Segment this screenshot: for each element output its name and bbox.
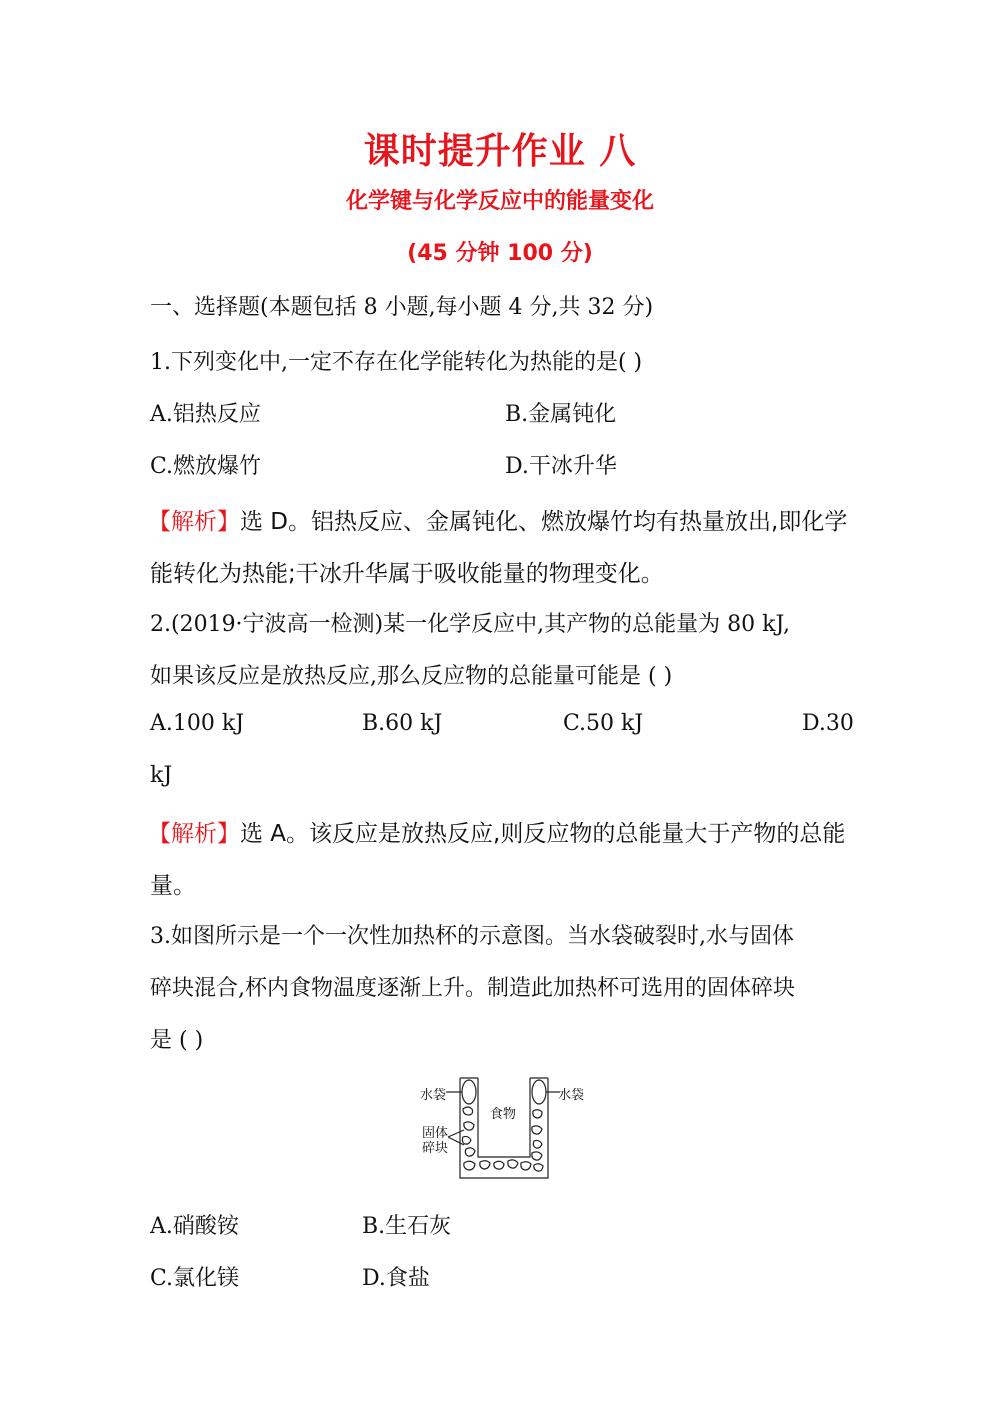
time-limit: (45 分钟 100 分)	[407, 241, 593, 266]
q2-option-d: D.30	[802, 711, 854, 736]
section-heading: 一、选择题(本题包括 8 小题,每小题 4 分,共 32 分)	[150, 295, 654, 320]
q2-analysis-line-1: 【解析】选 A。该反应是放热反应,则反应物的总能量大于产物的总能	[148, 821, 846, 847]
question-2-stem-1: 2.(2019·宁波高一检测)某一化学反应中,其产物的总能量为 80 kJ,	[150, 612, 790, 637]
label-food: 食物	[490, 1107, 517, 1122]
q2-option-c: C.50 kJ	[563, 711, 644, 736]
question-1-stem: 1.下列变化中,一定不存在化学能转化为热能的是( )	[150, 350, 643, 375]
q3-option-a: A.硝酸铵	[150, 1214, 239, 1239]
label-water-bag-right: 水袋	[558, 1088, 585, 1103]
q2-option-d-wrap: kJ	[150, 763, 173, 788]
label-water-bag-left: 水袋	[420, 1088, 447, 1103]
heating-cup-diagram	[420, 1075, 590, 1185]
q2-option-a: A.100 kJ	[150, 711, 245, 736]
q3-option-c: C.氯化镁	[150, 1266, 240, 1291]
q3-option-d: D.食盐	[362, 1266, 430, 1291]
analysis-tag: 【解析】	[148, 821, 240, 847]
q1-analysis-line-2: 能转化为热能;干冰升华属于吸收能量的物理变化。	[150, 561, 664, 587]
label-solid-2: 碎块	[422, 1141, 449, 1156]
label-solid-1: 固体	[422, 1126, 449, 1141]
q2-option-b: B.60 kJ	[362, 711, 443, 736]
q1-option-a: A.铝热反应	[150, 402, 261, 427]
question-2-stem-2: 如果该反应是放热反应,那么反应物的总能量可能是 ( )	[150, 664, 673, 689]
q1-option-c: C.燃放爆竹	[150, 454, 262, 479]
q1-option-b: B.金属钝化	[505, 402, 617, 427]
q1-analysis-line-1: 【解析】选 D。铝热反应、金属钝化、燃放爆竹均有热量放出,即化学	[148, 509, 848, 535]
question-3-stem-2: 碎块混合,杯内食物温度逐渐上升。制造此加热杯可选用的固体碎块	[150, 976, 795, 1001]
analysis-tag: 【解析】	[148, 509, 240, 535]
q3-option-b: B.生石灰	[362, 1214, 452, 1239]
question-3-stem-3: 是 ( )	[150, 1028, 204, 1053]
q2-analysis-line-2: 量。	[150, 873, 196, 899]
question-3-stem-1: 3.如图所示是一个一次性加热杯的示意图。当水袋破裂时,水与固体	[150, 924, 794, 949]
page-title: 课时提升作业 八	[363, 131, 637, 172]
page-subtitle: 化学键与化学反应中的能量变化	[345, 189, 654, 214]
q1-option-d: D.干冰升华	[505, 454, 617, 479]
